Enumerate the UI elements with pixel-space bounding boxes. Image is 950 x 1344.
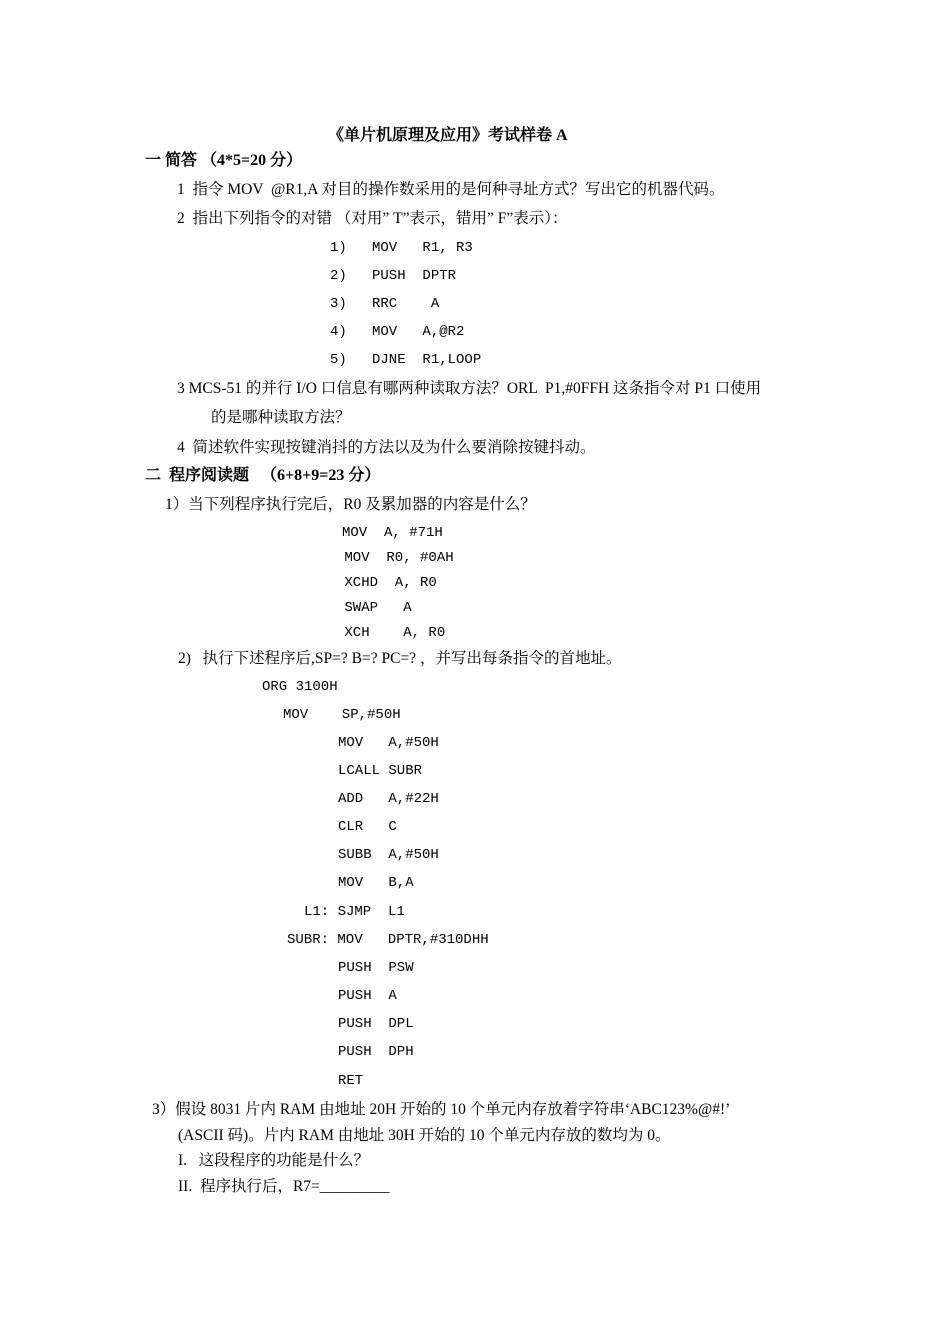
question-4: 4 简述软件实现按键消抖的方法以及为什么要消除按键抖动。 [177,439,596,456]
p2-label-subr: SUBR: MOV DPTR,#310DHH [287,932,489,948]
p1-code-line: XCH A, R0 [336,625,446,641]
p2-code-line: LCALL SUBR [338,763,423,779]
program-3-sub-i: I. 这段程序的功能是什么？ [178,1152,370,1169]
question-2: 2 指出下列指令的对错 （对用” T”表示，错用” F”表示）： [177,210,568,227]
p2-code-line: PUSH A [338,988,397,1004]
q2-item: 4) MOV A,@R2 [330,324,465,340]
program-2-question: 2) 执行下述程序后,SP=? B=? PC=? ，并写出每条指令的首地址。 [178,650,622,667]
q2-item: 1) MOV R1, R3 [330,240,473,256]
p2-code-line: ADD A,#22H [338,791,439,807]
p1-code-line: XCHD A, R0 [336,575,437,591]
p2-code-line: MOV A,#50H [338,735,439,751]
section2-heading: 二 程序阅读题 （6+8+9=23 分） [145,467,381,484]
p2-code-line: PUSH PSW [338,960,414,976]
p2-code-line: RET [338,1073,364,1089]
p1-code-line: MOV R0, #0AH [336,550,454,566]
question-1: 1 指令 MOV @R1,A 对目的操作数采用的是何种寻址方式？写出它的机器代码。 [177,181,725,198]
p2-code-line: PUSH DPH [338,1044,414,1060]
p2-code-line: SUBB A,#50H [338,847,439,863]
p2-code-line: MOV B,A [338,875,414,891]
page-title: 《单片机原理及应用》考试样卷 A [328,127,568,144]
p2-code-line: CLR C [338,819,397,835]
p1-code-line: SWAP A [336,600,412,616]
program-3-sub-ii: II. 程序执行后，R7=_________ [178,1178,390,1195]
q2-item: 2) PUSH DPTR [330,268,457,284]
p2-code-line: PUSH DPL [338,1016,414,1032]
p2-label-l1: L1: SJMP L1 [304,904,405,920]
p2-org: ORG 3100H [262,679,338,695]
program-3-question: 3）假设 8031 片内 RAM 由地址 20H 开始的 10 个单元内存放着字符串‘ABC123%@#!’ [152,1101,731,1118]
p2-mov-sp: MOV SP,#50H [283,707,401,723]
q2-item: 5) DJNE R1,LOOP [330,352,482,368]
section1-heading: 一 简答 （4*5=20 分） [145,152,303,169]
program-1-question: 1）当下列程序执行完后，R0 及累加器的内容是什么？ [165,496,536,513]
p1-code-line: MOV A, #71H [342,525,443,541]
program-3-cont: (ASCII 码)。片内 RAM 由地址 30H 开始的 10 个单元内存放的数均为 0。 [178,1127,671,1144]
question-3-cont: 的是哪种读取方法？ [211,409,351,426]
question-3: 3 MCS-51 的并行 I/O 口信息有哪两种读取方法？ORL P1,#0FFH 这条指令对 P1 口使用 [177,380,762,397]
q2-item: 3) RRC A [330,296,440,312]
